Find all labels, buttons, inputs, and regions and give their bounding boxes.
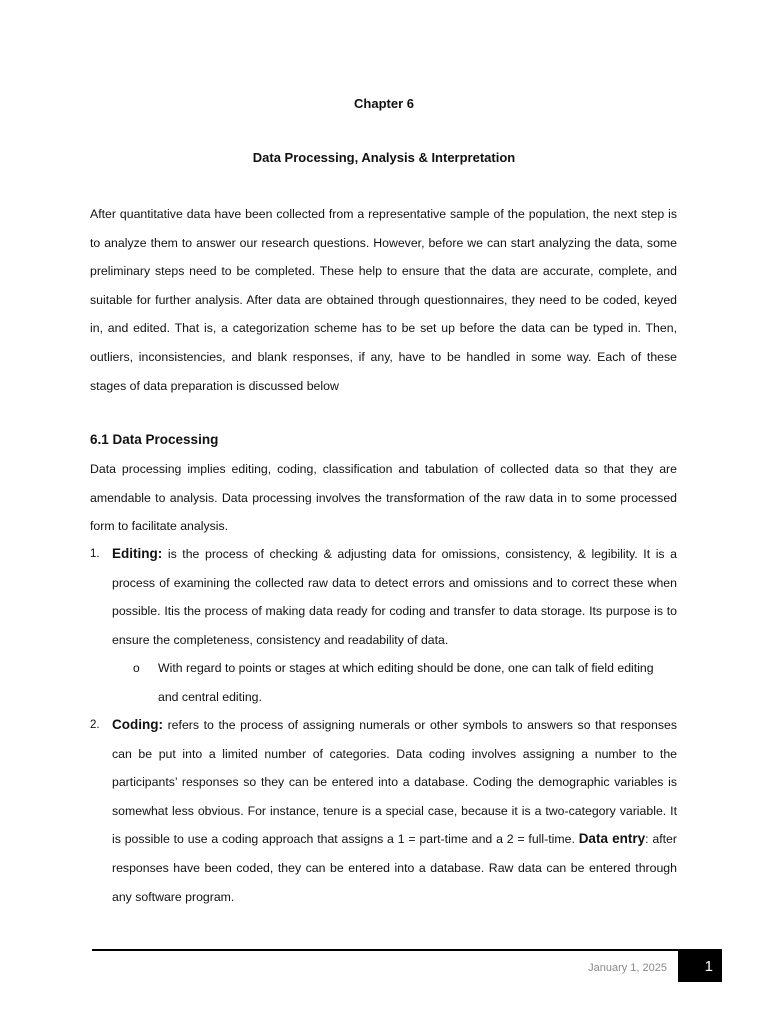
list-item-coding: [90, 711, 677, 911]
list-item-editing: [90, 540, 677, 654]
data-entry-text: : after responses have been coded, they can be entered into a database. Raw data can be entered through any software program.: [112, 832, 677, 904]
intro-paragraph: After quantitative data have been collected from a representative sample of the population, the next step is to analyze them to answer our research questions. However, before we can start analyzing the data, some preliminary steps need to be completed. These help to ensure that the data are accurate, complete, and suitable for further analysis. After data are obtained through questionnaires, they need to be coded, keyed in, and edited. That is, a categorization scheme has to be set up before the data can be typed in. Then, outliers, inconsistencies, and blank responses, if any, have to be handled in some way. Each of these stages of data preparation is discussed below: [90, 207, 677, 393]
footer-date: January 1, 2025: [588, 962, 667, 974]
coding-text: refers to the process of assigning numerals or other symbols to answers so that responses can be put into a limited number of categories. Data coding involves assigning a number to the participants’ responses so they can be entered into a database. Coding the demographic variables is somewhat less obvious. For instance, tenure is a special case, because it is a two-category variable. It is possible to use a coding approach that assigns a 1 = part-time and a 2 = full-time.: [112, 718, 677, 847]
sub-bullet-text: With regard to points or stages at which editing should be done, one can talk of field editing and central editing.: [158, 661, 654, 704]
chapter-label: Chapter 6: [354, 96, 414, 111]
page-number: 1: [678, 950, 722, 982]
bullet-icon: o: [133, 661, 140, 675]
section-heading: 6.1 Data Processing: [90, 432, 219, 447]
editing-text: is the process of checking & adjusting data for omissions, consistency, & legibility. It is a process of examining the collected raw data to detect errors and omissions and to correct these when possible. Itis the process of making data ready for coding and transfer to data storage. Its purpose is to ensure the completeness, consistency and readability of data.: [112, 547, 677, 647]
term-editing: Editing:: [112, 546, 163, 561]
term-coding: Coding:: [112, 717, 163, 732]
section-paragraph: Data processing implies editing, coding, classification and tabulation of collected data so that they are amendable to analysis. Data processing involves the transformation of the raw data in to some processed form to facilitate analysis.: [90, 462, 677, 534]
footer-rule: [92, 949, 722, 951]
list-number: 1.: [90, 548, 100, 560]
term-data-entry: Data entry: [578, 831, 646, 847]
chapter-title: Data Processing, Analysis & Interpretation: [252, 150, 516, 165]
list-number: 2.: [90, 719, 100, 731]
sub-bullet: [133, 654, 677, 711]
